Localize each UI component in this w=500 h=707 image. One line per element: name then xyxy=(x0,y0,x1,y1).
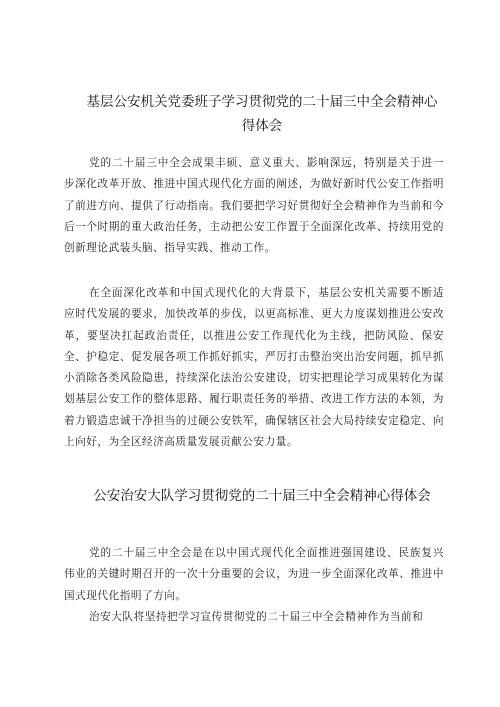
section-1-title: 基层公安机关党委班子学习贯彻党的二十届三中全会精神心得体会 xyxy=(86,94,438,134)
section-1-paragraph-1: 党的二十届三中全会成果丰硕、意义重大、影响深远，特别是关于进一步深化改革开放、推进中国式现代化方面的阐述，为做好新时代公安工作指明了前进方向、提供了行动指南。我们要把学习好贯彻好全会精神作为当前和今后一个时期的重大政治任务，主动把公安工作置于全面深化改革、持续用党的创新理论武装头脑、指导实践、推动工作。 xyxy=(64,157,444,255)
section-2-title: 公安治安大队学习贯彻党的二十届三中全会精神心得体会 xyxy=(93,488,431,504)
section-2-paragraph-2: 治安大队将坚持把学习宣传贯彻党的二十届三中全会精神作为当前和 xyxy=(89,611,424,623)
section-2-paragraph-1: 党的二十届三中全会是在以中国式现代化全面推进强国建设、民族复兴伟业的关键时期召开的一次十分重要的会议，为进一步全面深化改革、推进中国式现代化指明了方向。 xyxy=(64,547,444,602)
section-1-paragraph-2: 在全面深化改革和中国式现代化的大背景下，基层公安机关需要不断适应时代发展的要求，加快改革的步伐，以更高标准、更大力度谋划推进公安改革，要坚决扛起政治责任，以推进公安工作现代化为主线，把防风险、保安全、护稳定、促发展各项工作抓好抓实，严厉打击整治突出治安问题，抓早抓小消除各类风险隐患，持续深化法治公安建设，切实把理论学习成果转化为谋划基层公安工作的整体思路、履行职责任务的举措、改进工作方法的本领，为着力锻造忠诚干净担当的过硬公安铁军，确保辖区社会大局持续安定稳定、向上向好，为全区经济高质量发展贡献公安力量。 xyxy=(64,287,444,449)
